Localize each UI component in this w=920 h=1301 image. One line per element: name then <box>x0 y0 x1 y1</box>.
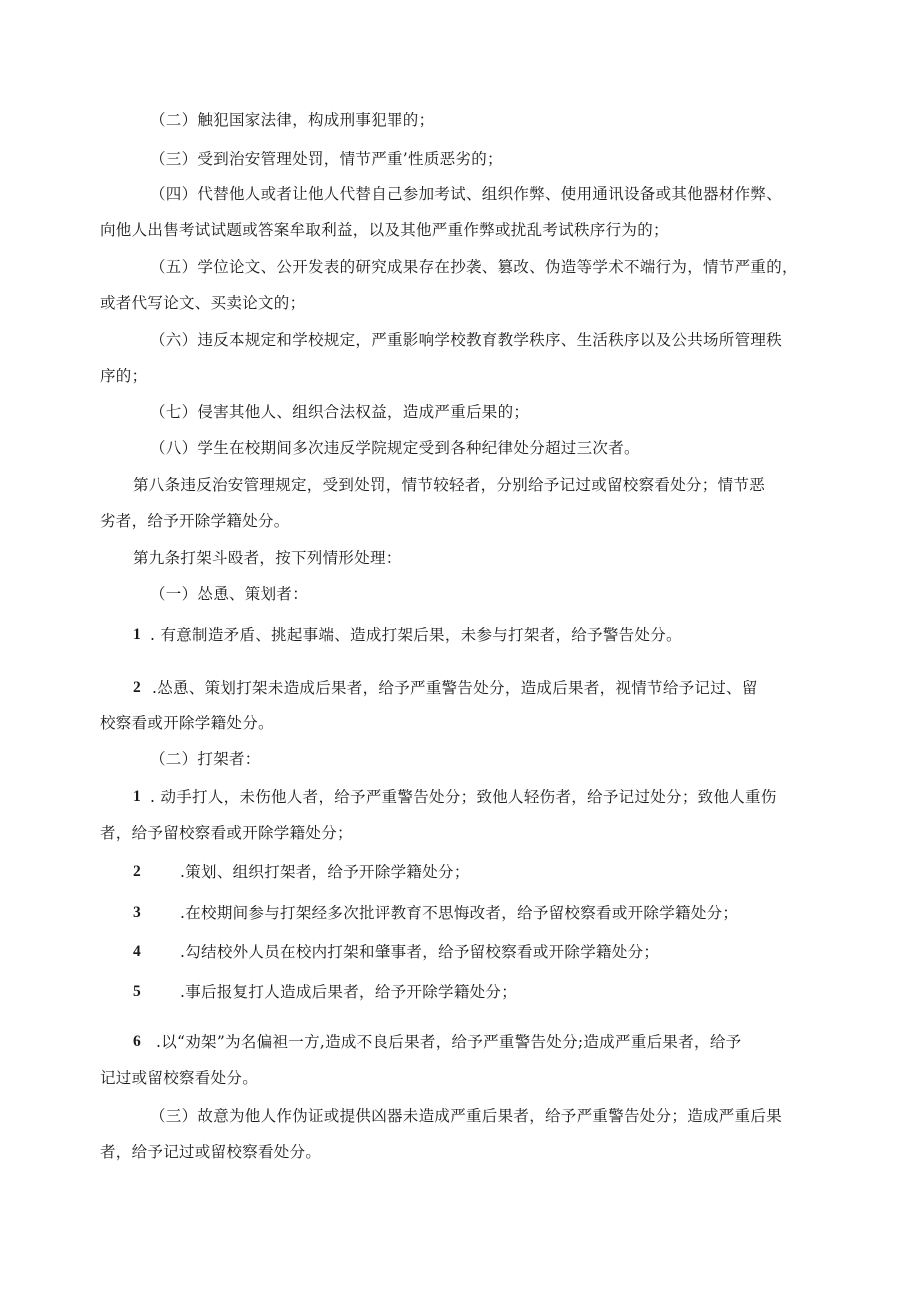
clause-4-line-2: 向他人出售考试试题或答案牟取利益，以及其他严重作弊或扰乱考试秩序行为的； <box>100 221 669 239</box>
item-number: 5 <box>133 983 141 1000</box>
item-number: 2 <box>133 863 141 880</box>
item-number: 6 <box>133 1033 141 1050</box>
section-1-heading: （一）怂恿、策划者： <box>150 585 309 603</box>
article-8-line-1: 第八条违反治安管理规定，受到处罚，情节较轻者，分别给予记过或留校察看处分；情节恶 <box>133 476 766 494</box>
section-2-item-1-line-1: . 动手打人，未伤他人者，给予严重警告处分；致他人轻伤者，给予记过处分；致他人重伤 <box>150 788 777 806</box>
clause-2: （二）触犯国家法律，构成刑事犯罪的； <box>150 111 435 129</box>
item-number: 2 <box>133 679 141 696</box>
clause-3: （三）受到治安管理处罚，情节严重’性质恶劣的； <box>150 150 503 168</box>
section-2-item-6-line-2: 记过或留校察看处分。 <box>100 1069 259 1087</box>
clause-5-line-2: 或者代写论文、买卖论文的； <box>100 294 306 312</box>
clause-6-line-2: 序的； <box>100 367 148 385</box>
section-3-line-1: （三）故意为他人作伪证或提供凶器未造成严重后果者，给予严重警告处分；造成严重后果 <box>150 1107 783 1125</box>
item-number: 3 <box>133 904 141 921</box>
clause-4-line-1: （四）代替他人或者让他人代替自己参加考试、组织作弊、使用通讯设备或其他器材作弊、 <box>150 185 783 203</box>
section-2-item-3: .在校期间参与打架经多次批评教育不思悔改者，给予留校察看或开除学籍处分； <box>180 904 739 922</box>
section-2-item-1-line-2: 者，给予留校察看或开除学籍处分； <box>100 824 353 842</box>
item-number: 4 <box>133 943 141 960</box>
section-3-line-2: 者，给予记过或留校察看处分。 <box>100 1143 322 1161</box>
article-8-line-2: 劣者，给予开除学籍处分。 <box>100 512 290 530</box>
clause-7: （七）侵害其他人、组织合法权益，造成严重后果的； <box>150 403 530 421</box>
section-2-item-6-line-1: .以“劝架”为名偏袒一方,造成不良后果者，给予严重警告处分;造成严重后果者，给予 <box>156 1033 742 1051</box>
clause-5-line-1: （五）学位论文、公开发表的研究成果存在抄袭、篡改、伪造等学术不端行为，情节严重的， <box>150 258 798 276</box>
section-1-item-1: . 有意制造矛盾、挑起事端、造成打架后果，未参与打架者，给予警告处分。 <box>150 626 682 644</box>
item-number: 1 <box>133 788 141 805</box>
item-number: 1 <box>133 626 141 643</box>
section-2-item-2: .策划、组织打架者，给予开除学籍处分； <box>180 863 470 881</box>
clause-8: （八）学生在校期间多次违反学院规定受到各种纪律处分超过三次者。 <box>150 439 640 457</box>
section-1-item-2-line-2: 校察看或开除学籍处分。 <box>100 714 274 732</box>
section-2-item-5: .事后报复打人造成后果者，给予开除学籍处分； <box>180 983 518 1001</box>
section-2-item-4: .勾结校外人员在校内打架和肇事者，给予留校察看或开除学籍处分； <box>180 943 660 961</box>
section-1-item-2-line-1: .怂恿、策划打架未造成后果者，给予严重警告处分，造成后果者，视情节给予记过、留 <box>152 679 758 697</box>
clause-6-line-1: （六）违反本规定和学校规定，严重影响学校教育教学秩序、生活秩序以及公共场所管理秩 <box>150 331 783 349</box>
article-9-heading: 第九条打架斗殴者，按下列情形处理： <box>133 549 402 567</box>
section-2-heading: （二）打架者： <box>150 750 261 768</box>
